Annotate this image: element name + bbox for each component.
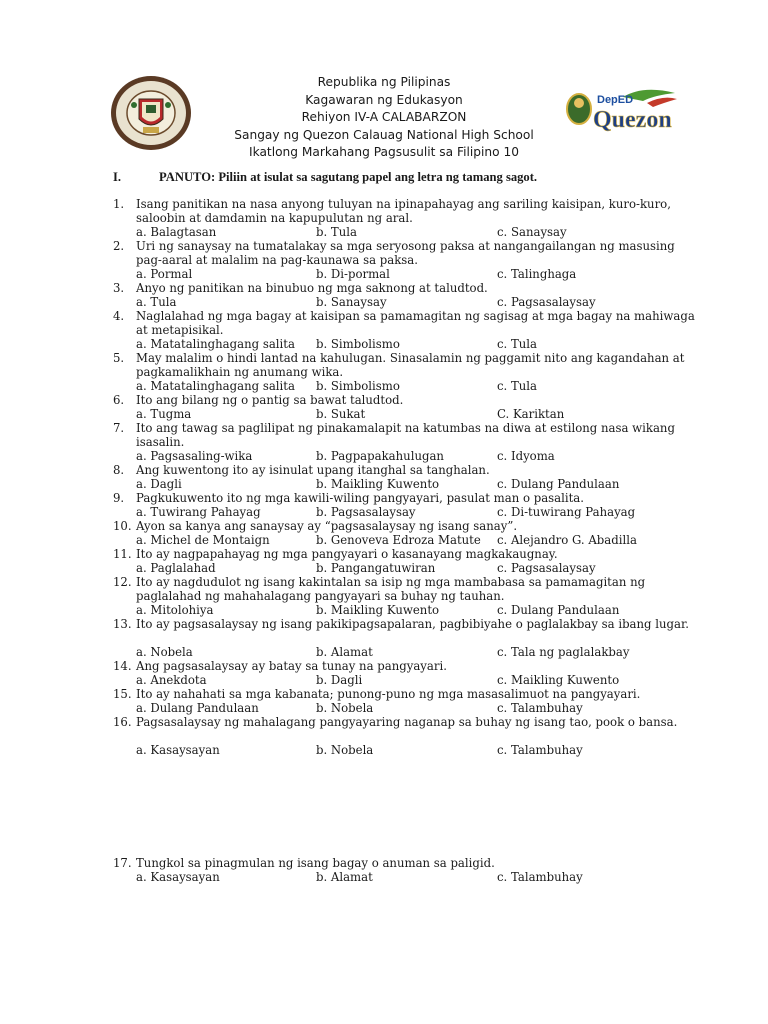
question-text: Tungkol sa pinagmulan ng isang bagay o anuman sa paligid. <box>136 856 495 870</box>
choice-a: a. Mitolohiya <box>136 603 214 617</box>
header-line-department: Kagawaran ng Edukasyon <box>305 92 463 107</box>
question-text: May malalim o hindi lantad na kahulugan. Sinasalamin ng paggamit nito ang kagandahan at pagkamalikhain ng anumang wika. <box>136 351 685 379</box>
choice-b: b. Dagli <box>316 673 363 687</box>
choice-b: b. Simbolismo <box>316 337 400 351</box>
choice-a: a. Paglalahad <box>136 561 216 575</box>
question-number: 14. <box>113 659 132 673</box>
choice-c: c. Dulang Pandulaan <box>497 603 620 617</box>
choice-a: a. Matatalinghagang salita <box>136 337 295 351</box>
question-number: 9. <box>113 491 125 505</box>
choice-a: a. Dulang Pandulaan <box>136 701 259 715</box>
question-text: Pagkukuwento ito ng mga kawili-wiling pangyayari, pasulat man o pasalita. <box>136 491 584 505</box>
choice-a: a. Anekdota <box>136 673 207 687</box>
choice-b: b. Nobela <box>316 743 374 757</box>
choice-b: b. Simbolismo <box>316 379 400 393</box>
choice-a: a. Matatalinghagang salita <box>136 379 295 393</box>
question-text: Ang kuwentong ito ay isinulat upang itanghal sa tanghalan. <box>136 463 490 477</box>
question-number: 12. <box>113 575 132 589</box>
question-text: Ang pagsasalaysay ay batay sa tunay na pangyayari. <box>136 659 447 673</box>
question-number: 3. <box>113 281 125 295</box>
question-number: 15. <box>113 687 132 701</box>
choice-b: b. Di-pormal <box>316 267 390 281</box>
question-text: Ito ay pagsasalaysay ng isang pakikipagsapalaran, pagbibiyahe o paglalakbay sa ibang lugar. <box>136 617 689 631</box>
choice-b: b. Pangangatuwiran <box>316 561 436 575</box>
choice-a: a. Michel de Montaign <box>136 533 270 547</box>
choice-b: b. Pagsasalaysay <box>316 505 416 519</box>
header-line-school: Sangay ng Quezon Calauag National High School <box>234 127 534 142</box>
instruction-number: I. <box>113 170 122 184</box>
choice-a: a. Tula <box>136 295 177 309</box>
choice-c: c. Talambuhay <box>497 743 583 757</box>
choice-c: c. Talambuhay <box>497 870 583 884</box>
question-number: 13. <box>113 617 132 631</box>
question-text: Ito ang bilang ng o pantig sa bawat taludtod. <box>136 393 404 407</box>
question-number: 1. <box>113 197 125 211</box>
choice-c: c. Pagsasalaysay <box>497 561 596 575</box>
choice-a: a. Tugma <box>136 407 192 421</box>
choice-c: c. Pagsasalaysay <box>497 295 596 309</box>
question-number: 2. <box>113 239 125 253</box>
question-number: 11. <box>113 547 132 561</box>
question-number: 6. <box>113 393 125 407</box>
question-number: 16. <box>113 715 132 729</box>
question-number: 4. <box>113 309 125 323</box>
choice-c: c. Alejandro G. Abadilla <box>497 533 637 547</box>
choice-b: b. Genoveva Edroza Matute <box>316 533 481 547</box>
choice-c: c. Sanaysay <box>497 225 567 239</box>
question-text: Ito ay nahahati sa mga kabanata; punong-puno ng mga masasalimuot na pangyayari. <box>136 687 641 701</box>
choice-b: b. Pagpapakahulugan <box>316 449 444 463</box>
quezon-logo-text: Quezon <box>593 107 672 133</box>
choice-a: a. Pormal <box>136 267 193 281</box>
choice-b: b. Alamat <box>316 870 373 884</box>
question-text: Ito ay nagdudulot ng isang kakintalan sa isip ng mga mambabasa sa pamamagitan ng paglalahad ng mahahalagang pangyayari sa buhay ng tauhan. <box>136 575 646 603</box>
question-number: 5. <box>113 351 125 365</box>
question-text: Anyo ng panitikan na binubuo ng mga saknong at taludtod. <box>136 281 488 295</box>
choice-a: a. Nobela <box>136 645 193 659</box>
question-text: Pagsasalaysay ng mahalagang pangyayaring naganap sa buhay ng isang tao, pook o bansa. <box>136 715 678 729</box>
choice-c: c. Tula <box>497 337 538 351</box>
choice-c: c. Dulang Pandulaan <box>497 477 620 491</box>
question-number: 7. <box>113 421 125 435</box>
header-line-region: Rehiyon IV-A CALABARZON <box>301 110 467 124</box>
choice-c: c. Talambuhay <box>497 701 583 715</box>
question-number: 8. <box>113 463 125 477</box>
choice-a: a. Kasaysayan <box>136 743 220 757</box>
choice-c: c. Idyoma <box>497 449 555 463</box>
choice-c: c. Di-tuwirang Pahayag <box>497 505 636 519</box>
question-text: Ito ay nagpapahayag ng mga pangyayari o kasanayang magkakaugnay. <box>136 547 558 561</box>
choice-b: b. Sukat <box>316 407 366 421</box>
question-text: Isang panitikan na nasa anyong tuluyan na ipinapahayag ang sariling kaisipan, kuro-kuro, saloobin at damdamin na kapupulutan ng aral. <box>136 197 671 225</box>
question-text: Uri ng sanaysay na tumatalakay sa mga seryosong paksa at nangangailangan ng masusing pag-aaral at malalim na pag-kaunawa sa paksa. <box>136 239 675 267</box>
deped-logo-text: DepED <box>597 94 634 106</box>
header-line-republic: Republika ng Pilipinas <box>317 75 451 89</box>
choice-b: b. Maikling Kuwento <box>316 477 440 491</box>
instruction-text: PANUTO: Piliin at isulat sa sagutang papel ang letra ng tamang sagot. <box>159 170 538 184</box>
choice-b: b. Sanaysay <box>316 295 387 309</box>
choice-a: a. Dagli <box>136 477 182 491</box>
choice-c: c. Maikling Kuwento <box>497 673 620 687</box>
choice-b: b. Nobela <box>316 701 374 715</box>
choice-a: a. Pagsasaling-wika <box>136 449 253 463</box>
question-text: Ito ang tawag sa paglilipat ng pinakamalapit na katumbas na diwa at estilong nasa wikang isasalin. <box>136 421 675 449</box>
choice-c: c. Tala ng paglalakbay <box>497 645 630 659</box>
choice-a: a. Kasaysayan <box>136 870 220 884</box>
document-header <box>0 74 768 162</box>
choice-c: C. Kariktan <box>497 407 565 421</box>
choice-a: a. Tuwirang Pahayag <box>136 505 261 519</box>
choice-a: a. Balagtasan <box>136 225 217 239</box>
question-number: 17. <box>113 856 132 870</box>
choice-b: b. Alamat <box>316 645 373 659</box>
choice-c: c. Talinghaga <box>497 267 577 281</box>
header-line-exam-title: Ikatlong Markahang Pagsusulit sa Filipino 10 <box>249 145 519 159</box>
choice-b: b. Maikling Kuwento <box>316 603 440 617</box>
question-text: Ayon sa kanya ang sanaysay ay “pagsasalaysay ng isang sanay”. <box>136 519 518 533</box>
choice-c: c. Tula <box>497 379 538 393</box>
choice-b: b. Tula <box>316 225 357 239</box>
question-text: Naglalahad ng mga bagay at kaisipan sa pamamagitan ng sagisag at mga bagay na mahiwaga at metapisikal. <box>136 309 695 337</box>
question-number: 10. <box>113 519 132 533</box>
